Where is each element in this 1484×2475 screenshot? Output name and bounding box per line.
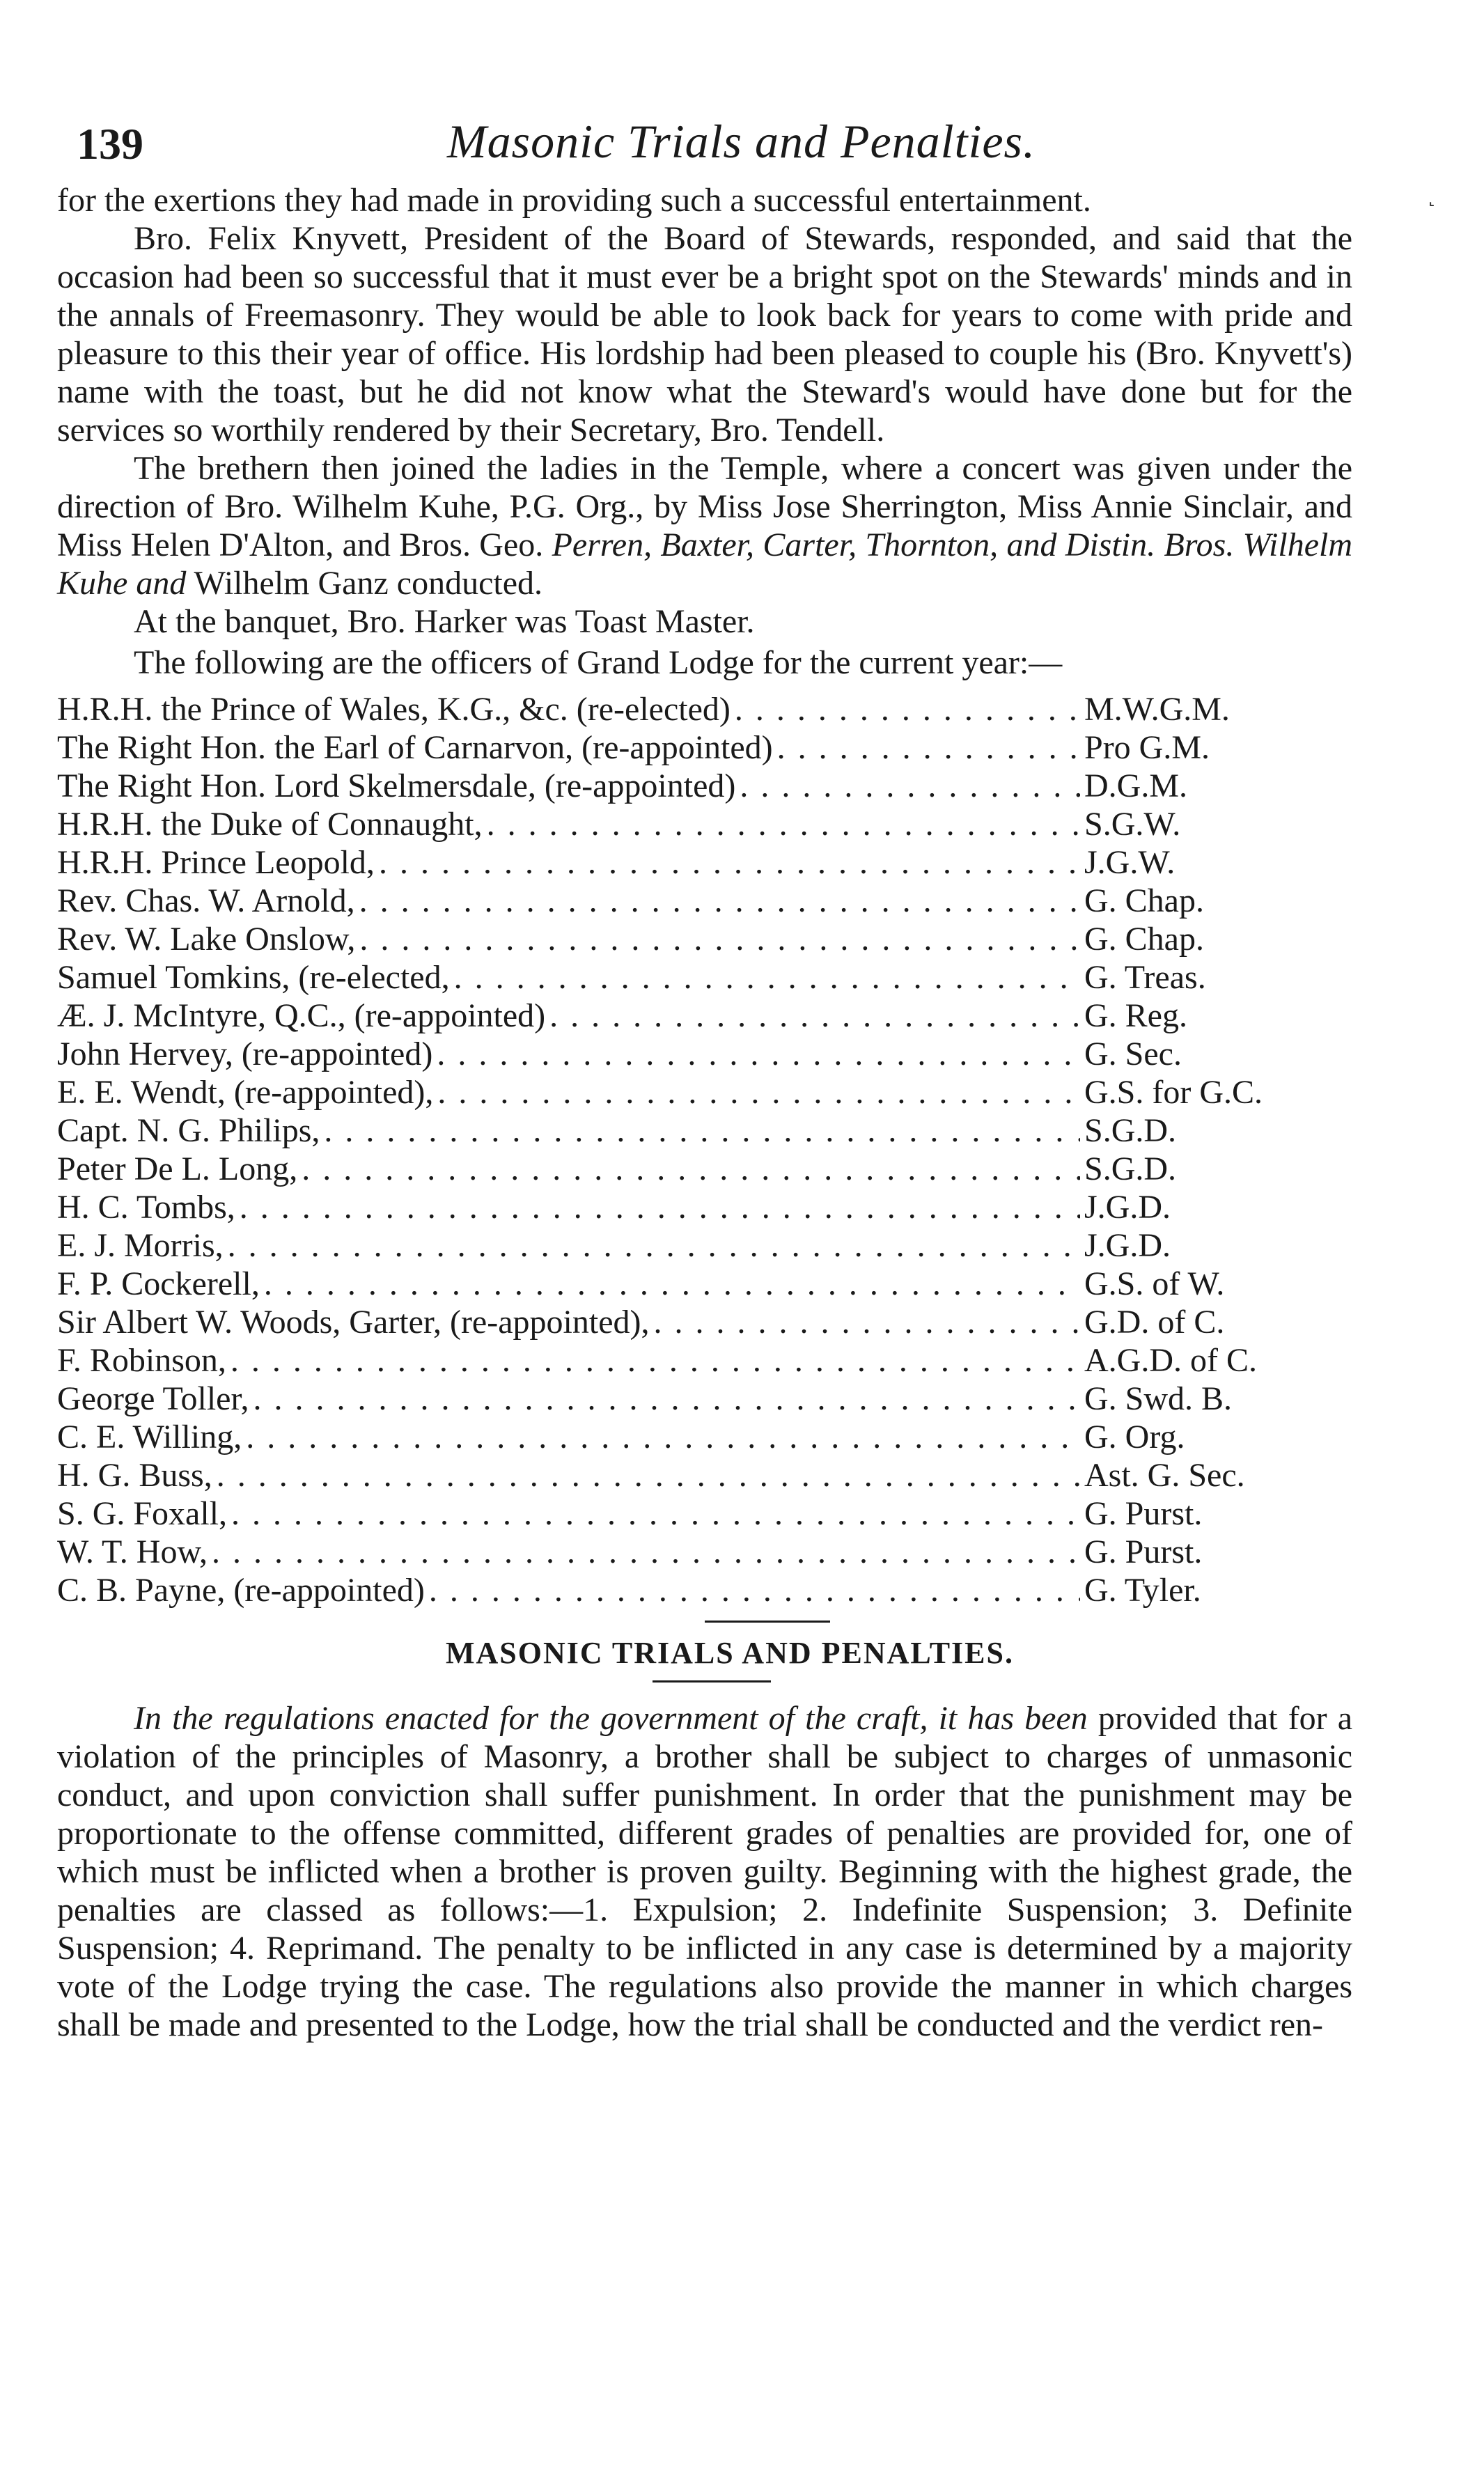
officer-title: G. Purst. — [1084, 1533, 1203, 1570]
officer-name: F. P. Cockerell, — [57, 1265, 260, 1302]
leader-dots — [246, 1418, 1080, 1456]
leader-dots — [454, 958, 1080, 997]
leader-dots — [231, 1341, 1080, 1380]
officer-title: G. Reg. — [1084, 997, 1187, 1034]
officer-name: Æ. J. McIntyre, Q.C., (re-appointed) — [57, 997, 546, 1034]
officer-name: Sir Albert W. Woods, Garter, (re-appointed), — [57, 1304, 650, 1341]
officer-name: George Toller, — [57, 1380, 249, 1417]
officer-title: G. Swd. B. — [1084, 1380, 1233, 1417]
officer-name: Rev. W. Lake Onslow, — [57, 921, 356, 958]
concert-text-end: Wilhelm Ganz conducted. — [186, 565, 543, 602]
leader-dots — [253, 1380, 1080, 1418]
officer-title: A.G.D. of C. — [1084, 1342, 1257, 1379]
officer-name: E. E. Wendt, (re-appointed), — [57, 1074, 434, 1111]
officer-title: S.G.W. — [1084, 806, 1181, 843]
officer-row — [57, 728, 1335, 767]
officer-title: J.G.D. — [1084, 1227, 1171, 1264]
leader-dots — [740, 767, 1080, 805]
leader-dots — [487, 805, 1080, 843]
officer-title: G. Tyler. — [1084, 1572, 1201, 1609]
officer-row — [57, 1418, 1335, 1456]
officer-row — [57, 1188, 1335, 1226]
leader-dots — [777, 728, 1080, 767]
officer-row — [57, 1035, 1335, 1073]
officer-name: Samuel Tomkins, (re-elected, — [57, 959, 450, 996]
officer-name: W. T. How, — [57, 1533, 208, 1570]
officer-name: C. E. Willing, — [57, 1419, 242, 1455]
officer-row — [57, 958, 1335, 997]
officer-row — [57, 882, 1335, 920]
leader-dots — [302, 1150, 1080, 1188]
officer-row — [57, 997, 1335, 1035]
continuation-line: for the exertions they had made in providing such a successful entertainment. — [57, 182, 1091, 219]
officer-name: Peter De L. Long, — [57, 1150, 298, 1187]
page-number: 139 — [77, 119, 143, 169]
officer-name: The Right Hon. Lord Skelmersdale, (re-appointed) — [57, 767, 736, 804]
officer-title: G.S. for G.C. — [1084, 1074, 1263, 1111]
officer-name: H. C. Tombs, — [57, 1189, 235, 1226]
leader-dots — [359, 920, 1080, 958]
officer-name: S. G. Foxall, — [57, 1495, 228, 1532]
leader-dots — [231, 1494, 1080, 1533]
paragraph-officers-intro: The following are the officers of Grand Lodge for the current year:— — [134, 644, 1063, 681]
officer-title: J.G.D. — [1084, 1189, 1171, 1226]
officer-name: The Right Hon. the Earl of Carnarvon, (re-appointed) — [57, 729, 773, 766]
concert-text-start: The brethern then joined the ladies in the Temple, where a concert was given under the direction of Bro. Wilhelm Kuhe, P.G. Org., by Miss Jose Sherrington, Miss Annie Sinclair, and Miss Helen D'Alton, and Bros. Geo. — [57, 450, 1352, 563]
section-body-italic: In the regulations enacted for the government of the craft, it has been — [134, 1700, 1088, 1737]
officer-row — [57, 1226, 1335, 1265]
officer-row — [57, 690, 1335, 728]
officer-title: D.G.M. — [1084, 767, 1188, 804]
concert-text-italic: Perren, Baxter, Carter, Thornton, and Distin. Bros. Wilhelm Kuhe and — [57, 526, 1352, 602]
officer-row — [57, 1380, 1335, 1418]
leader-dots — [228, 1226, 1080, 1265]
leader-dots — [735, 690, 1080, 728]
paragraph-banquet: At the banquet, Bro. Harker was Toast Master. — [134, 603, 755, 640]
leader-dots — [264, 1265, 1080, 1303]
officer-title: G. Sec. — [1084, 1036, 1182, 1072]
officers-list — [57, 690, 1352, 1609]
officer-row — [57, 1533, 1335, 1571]
officer-name: Capt. N. G. Philips, — [57, 1112, 320, 1149]
running-title: Masonic Trials and Penalties. — [447, 115, 1036, 168]
paragraph-concert — [57, 449, 1352, 602]
officer-row — [57, 1571, 1335, 1609]
officer-title: S.G.D. — [1084, 1150, 1177, 1187]
leader-dots — [437, 1073, 1080, 1111]
officer-row — [57, 843, 1335, 882]
officer-row — [57, 1303, 1335, 1341]
officer-title: G. Treas. — [1084, 959, 1206, 996]
officer-row — [57, 920, 1335, 958]
officer-name: E. J. Morris, — [57, 1227, 224, 1264]
section-body-paragraph — [57, 1699, 1352, 2044]
officer-row — [57, 1494, 1335, 1533]
leader-dots — [429, 1571, 1080, 1609]
margin-mark: ˻ — [1428, 178, 1436, 206]
section-divider-bottom — [653, 1680, 771, 1682]
leader-dots — [379, 843, 1080, 882]
officer-title: G. Purst. — [1084, 1495, 1203, 1532]
officer-name: C. B. Payne, (re-appointed) — [57, 1572, 425, 1609]
officer-title: Ast. G. Sec. — [1084, 1457, 1245, 1494]
officer-name: F. Robinson, — [57, 1342, 226, 1379]
officer-title: Pro G.M. — [1084, 729, 1210, 766]
officer-row — [57, 767, 1335, 805]
officer-row — [57, 1265, 1335, 1303]
officer-name: H.R.H. the Prince of Wales, K.G., &c. (re-elected) — [57, 691, 731, 728]
officer-title: G. Chap. — [1084, 921, 1204, 958]
running-head — [57, 104, 1352, 181]
officer-title: G. Chap. — [1084, 882, 1204, 919]
officer-title: G. Org. — [1084, 1419, 1185, 1455]
officer-name: Rev. Chas. W. Arnold, — [57, 882, 355, 919]
officer-title: J.G.W. — [1084, 844, 1176, 881]
officer-title: G.D. of C. — [1084, 1304, 1225, 1341]
leader-dots — [324, 1111, 1080, 1150]
leader-dots — [437, 1035, 1080, 1073]
section-body-text: provided that for a violation of the principles of Masonry, a brother shall be subject to charges of unmasonic conduct, and upon conviction shall suffer punishment. In order that the punishment may be proportionate to the offense committed, different grades of penalties are provided for, one of which must be inflicted when a brother is proven guilty. Beginning with the highest grade, the penalties are classed as follows:—1. Expulsion; 2. Indefinite Suspension; 3. Definite Suspension; 4. Reprimand. The penalty to be inflicted in any case is determined by a majority vote of the Lodge trying the case. The regulations also provide the manner in which charges shall be made and presented to the Lodge, how the trial shall be conducted and the verdict ren- — [57, 1700, 1353, 2043]
officer-name: John Hervey, (re-appointed) — [57, 1036, 433, 1072]
officer-row — [57, 1150, 1335, 1188]
officer-row — [57, 1111, 1335, 1150]
section-divider-top — [705, 1621, 830, 1623]
officer-row — [57, 1073, 1335, 1111]
section-heading: MASONIC TRIALS AND PENALTIES. — [446, 1636, 1014, 1670]
book-page — [57, 104, 1352, 2044]
leader-dots — [359, 882, 1080, 920]
leader-dots — [240, 1188, 1080, 1226]
officer-name: H.R.H. the Duke of Connaught, — [57, 806, 483, 843]
officer-name: H.R.H. Prince Leopold, — [57, 844, 375, 881]
leader-dots — [217, 1456, 1080, 1494]
leader-dots — [653, 1303, 1080, 1341]
officer-row — [57, 1456, 1335, 1494]
paragraph-knyvett-response: Bro. Felix Knyvett, President of the Board of Stewards, responded, and said that the occasion had been so successful that it must ever be a bright spot on the Stewards' minds and in the annals of Freemasonry. They would be able to look back for years to come with pride and pleasure to this their year of office. His lordship had been pleased to couple his (Bro. Knyvett's) name with the toast, but he did not know what the Steward's would have done but for the services so worthily rendered by their Secretary, Bro. Tendell. — [57, 220, 1352, 448]
officer-title: M.W.G.M. — [1084, 691, 1230, 728]
leader-dots — [212, 1533, 1080, 1571]
officer-title: G.S. of W. — [1084, 1265, 1225, 1302]
leader-dots — [549, 997, 1080, 1035]
officer-title: S.G.D. — [1084, 1112, 1177, 1149]
officer-row — [57, 1341, 1335, 1380]
officer-name: H. G. Buss, — [57, 1457, 212, 1494]
officer-row — [57, 805, 1335, 843]
